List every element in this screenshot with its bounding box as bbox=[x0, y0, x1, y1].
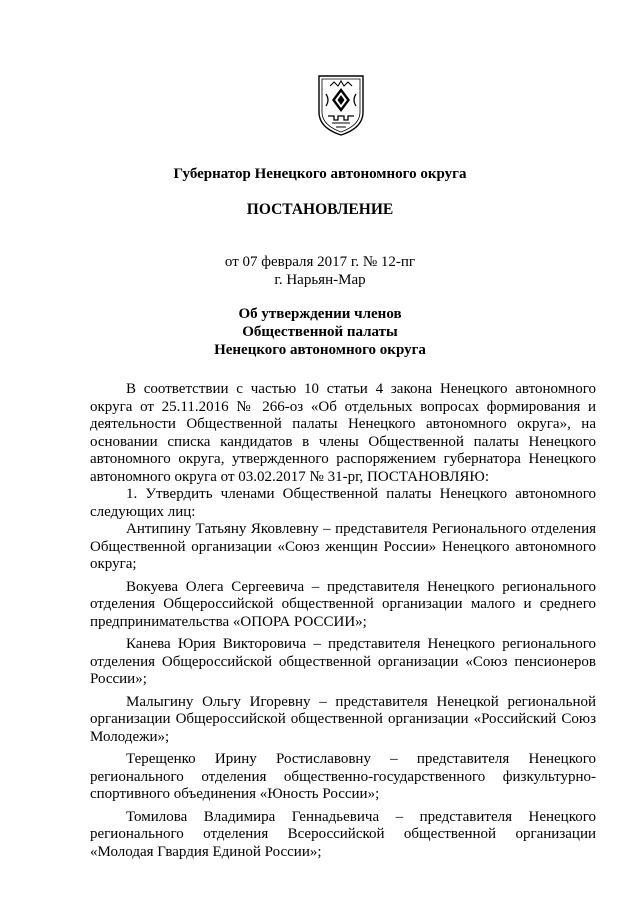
document-title bbox=[0, 305, 640, 359]
nenets-coat-of-arms-icon bbox=[316, 72, 366, 138]
title-line: Ненецкого автономного округа bbox=[214, 342, 426, 358]
item-paragraph: 1. Утвердить членами Общественной палаты Ненецкого автономного следующих лиц: bbox=[90, 486, 596, 520]
preamble-paragraph: В соответствии с частью 10 статьи 4 закона Ненецкого автономного округа от 25.11.2016 № 266-оз «Об отдельных вопросах формирования и деятельности Общественной палаты Ненецкого автономного округа», на основании списка кандидатов в члены Общественной палаты Ненецкого автономного округа, утвержденного распоряжением губернатора Ненецкого автономного округа от 03.02.2017 № 31-рг, ПОСТАНОВЛЯЮ: bbox=[90, 381, 596, 485]
document-type: ПОСТАНОВЛЕНИЕ bbox=[246, 201, 394, 218]
member-paragraph: Канева Юрия Викторовича – представителя Ненецкого регионального отделения Общероссийской общественной организации «Союз пенсионеров России»; bbox=[90, 636, 596, 687]
document-date-number: от 07 февраля 2017 г. № 12-пг bbox=[224, 254, 416, 270]
issuing-authority: Губернатор Ненецкого автономного округа bbox=[173, 166, 467, 182]
document-city: г. Нарьян-Мар bbox=[274, 272, 366, 288]
member-paragraph: Малыгину Ольгу Игоревну – представителя Ненецкой региональной организации Общероссийской общественной организации «Российский Союз Молодежи»; bbox=[90, 693, 596, 745]
title-line: Об утверждении членов bbox=[238, 306, 402, 322]
member-paragraph: Антипину Татьяну Яковлевну – представителя Регионального отделения Общественной организации «Союз женщин России» Ненецкого автономного округа; bbox=[90, 521, 596, 572]
member-paragraph: Вокуева Олега Сергеевича – представителя Ненецкого регионального отделения Общероссийской общественной организации малого и среднего предпринимательства «ОПОРА РОССИИ»; bbox=[90, 578, 596, 630]
member-paragraph: Терещенко Ирину Ростиславовну – представителя Ненецкого регионального отделения общественно-государственного физкультурно-спортивного объединения «Юность России»; bbox=[90, 751, 596, 802]
document-body bbox=[90, 381, 596, 861]
title-line: Общественной палаты bbox=[242, 324, 398, 340]
member-paragraph: Томилова Владимира Геннадьевича – представителя Ненецкого регионального отделения Всероссийской общественной организации «Молодая Гвардия Единой России»; bbox=[90, 808, 596, 860]
